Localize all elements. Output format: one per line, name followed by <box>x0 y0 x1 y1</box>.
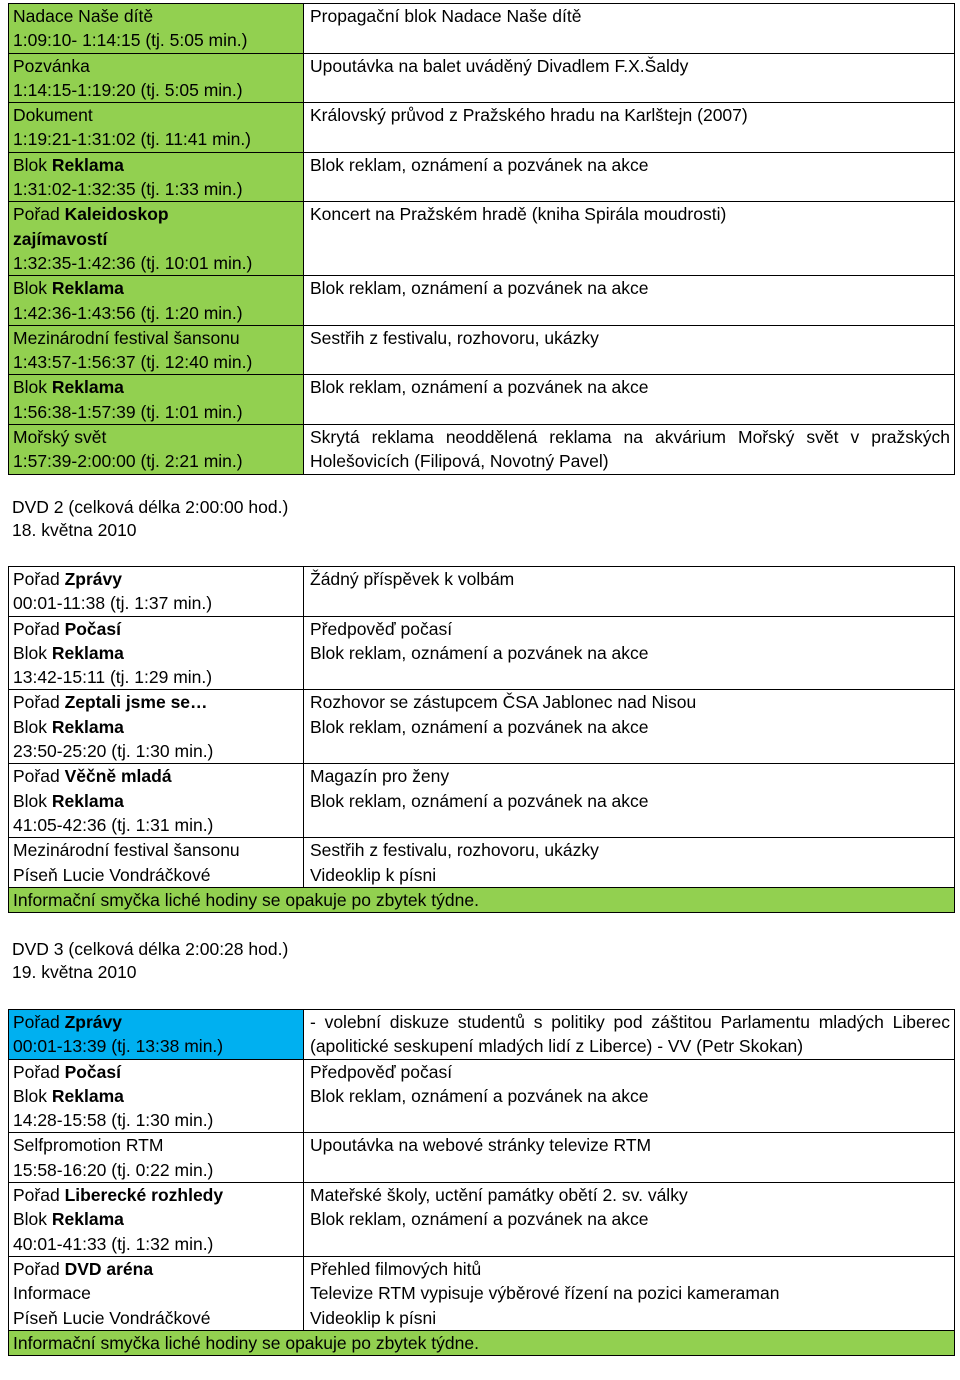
description-cell <box>304 1183 955 1257</box>
description-cell <box>304 53 955 103</box>
description-cell <box>304 1059 955 1133</box>
program-name: Pořad Liberecké rozhledy <box>13 1185 224 1206</box>
program-time: 14:28-15:58 (tj. 1:30 min.) <box>13 1110 214 1131</box>
program-cell <box>9 616 304 690</box>
program-description: Blok reklam, oznámení a pozvánek na akce <box>310 716 649 737</box>
program-cell <box>9 1133 304 1183</box>
table-row <box>9 1133 955 1183</box>
program-time: 1:14:15-1:19:20 (tj. 5:05 min.) <box>13 79 243 100</box>
program-time: 40:01-41:33 (tj. 1:32 min.) <box>13 1233 214 1254</box>
program-description: Mateřské školy, uctění památky obětí 2. sv. války <box>310 1185 688 1206</box>
program-description: Předpověď počasí <box>310 618 453 639</box>
program-name: Blok Reklama <box>13 154 124 175</box>
program-name: Blok Reklama <box>13 790 124 811</box>
description-cell <box>304 425 955 475</box>
program-time: 1:43:57-1:56:37 (tj. 12:40 min.) <box>13 352 253 373</box>
program-description: Žádný příspěvek k volbám <box>310 569 515 589</box>
program-description: Sestřih z festivalu, rozhovoru, ukázky <box>310 327 599 348</box>
table-row <box>9 325 955 375</box>
program-description: Blok reklam, oznámení a pozvánek na akce <box>310 154 649 175</box>
program-cell <box>9 690 304 764</box>
program-cell <box>9 276 304 326</box>
program-cell <box>9 1183 304 1257</box>
program-description: Rozhovor se zástupcem ČSA Jablonec nad Nisou <box>310 692 697 713</box>
description-cell <box>304 690 955 764</box>
program-cell <box>9 1059 304 1133</box>
description-cell <box>304 103 955 153</box>
program-time: 41:05-42:36 (tj. 1:31 min.) <box>13 814 214 835</box>
program-cell <box>9 1256 304 1330</box>
program-description: Blok reklam, oznámení a pozvánek na akce <box>310 1209 649 1230</box>
description-cell <box>304 567 955 617</box>
program-cell <box>9 103 304 153</box>
program-name: Mezinárodní festival šansonu <box>13 840 240 861</box>
program-description: Blok reklam, oznámení a pozvánek na akce <box>310 377 649 398</box>
dvd3-date: 19. května 2010 <box>12 962 137 982</box>
program-name: Blok Reklama <box>13 377 124 398</box>
program-name: Selfpromotion RTM <box>13 1135 164 1156</box>
program-description: Propagační blok Nadace Naše dítě <box>310 6 582 26</box>
program-cell <box>9 53 304 103</box>
program-cell <box>9 4 304 54</box>
dvd3-program-table <box>8 1009 955 1356</box>
loop-note: Informační smyčka liché hodiny se opakuje po zbytek týdne. <box>9 1330 955 1355</box>
program-cell <box>9 838 304 888</box>
table-row <box>9 276 955 326</box>
program-name: Píseň Lucie Vondráčkové <box>13 1307 211 1328</box>
program-name: Dokument <box>13 105 93 126</box>
program-description: Blok reklam, oznámení a pozvánek na akce <box>310 1085 649 1106</box>
description-cell <box>304 838 955 888</box>
description-cell <box>304 276 955 326</box>
program-cell <box>9 152 304 202</box>
program-time: 1:19:21-1:31:02 (tj. 11:41 min.) <box>13 129 252 150</box>
program-name: Informace <box>13 1283 91 1304</box>
program-name: Blok Reklama <box>13 278 124 299</box>
table-row <box>9 1256 955 1330</box>
program-description: Královský průvod z Pražského hradu na Karlštejn (2007) <box>310 105 748 126</box>
description-cell <box>304 325 955 375</box>
table-row <box>9 838 955 888</box>
program-time: 1:56:38-1:57:39 (tj. 1:01 min.) <box>13 401 243 422</box>
table-row <box>9 1010 955 1060</box>
dvd1-program-table <box>8 3 955 475</box>
program-cell <box>9 764 304 838</box>
loop-note: Informační smyčka liché hodiny se opakuje po zbytek týdne. <box>9 887 955 912</box>
program-time: 1:09:10- 1:14:15 (tj. 5:05 min.) <box>13 30 248 51</box>
description-cell <box>304 152 955 202</box>
program-name: Pořad Počasí <box>13 618 121 639</box>
program-name: Pořad Zeptali jsme se… <box>13 692 208 713</box>
table-row <box>9 103 955 153</box>
program-cell <box>9 375 304 425</box>
program-name: Pořad Kaleidoskop <box>13 204 169 225</box>
program-description: Blok reklam, oznámení a pozvánek na akce <box>310 642 649 663</box>
program-time: 00:01-11:38 (tj. 1:37 min.) <box>13 593 213 614</box>
dvd3-title: DVD 3 (celková délka 2:00:28 hod.) <box>12 939 289 959</box>
program-name: Blok Reklama <box>13 642 124 663</box>
table-row <box>9 425 955 475</box>
program-time: 13:42-15:11 (tj. 1:29 min.) <box>13 667 213 688</box>
program-name: Pořad Věčně mladá <box>13 766 172 787</box>
table-row <box>9 4 955 54</box>
description-cell <box>304 4 955 54</box>
program-cell <box>9 567 304 617</box>
program-description: Blok reklam, oznámení a pozvánek na akce <box>310 790 649 811</box>
program-name: Pořad Zprávy <box>13 1012 122 1032</box>
table-row <box>9 1183 955 1257</box>
description-cell <box>304 1133 955 1183</box>
table-row <box>9 887 955 912</box>
description-cell <box>304 764 955 838</box>
table-row <box>9 152 955 202</box>
program-description: - volební diskuze studentů s politiky pod záštitou Parlamentu mladých Liberec (apolitické seskupení mladých lidí z Liberce) - VV (Petr Skokan) <box>310 1012 950 1057</box>
program-cell <box>9 425 304 475</box>
table-row <box>9 690 955 764</box>
program-description: Upoutávka na webové stránky televize RTM <box>310 1135 652 1156</box>
dvd2-heading <box>12 496 288 542</box>
table-row <box>9 616 955 690</box>
program-time: 15:58-16:20 (tj. 0:22 min.) <box>13 1159 214 1180</box>
program-time: 1:31:02-1:32:35 (tj. 1:33 min.) <box>13 179 243 200</box>
program-description: Skrytá reklama neoddělená reklama na akvárium Mořský svět v pražských Holešovicích (Filipová, Novotný Pavel) <box>310 427 950 472</box>
program-description: Videoklip k písni <box>310 1307 437 1328</box>
program-name: Pořad Počasí <box>13 1061 121 1082</box>
table-row <box>9 764 955 838</box>
dvd2-date: 18. května 2010 <box>12 520 137 540</box>
table-row <box>9 375 955 425</box>
program-description: Koncert na Pražském hradě (kniha Spirála moudrosti) <box>310 204 727 225</box>
description-cell <box>304 202 955 276</box>
program-time: 23:50-25:20 (tj. 1:30 min.) <box>13 741 214 762</box>
description-cell <box>304 375 955 425</box>
table-row <box>9 202 955 276</box>
description-cell <box>304 616 955 690</box>
program-description: Magazín pro ženy <box>310 766 450 787</box>
program-description: Předpověď počasí <box>310 1061 453 1082</box>
program-name: Píseň Lucie Vondráčkové <box>13 864 211 885</box>
program-name: Pozvánka <box>13 55 90 76</box>
table-row <box>9 1059 955 1133</box>
program-name: Blok Reklama <box>13 1085 124 1106</box>
program-name: Mořský svět <box>13 427 107 448</box>
program-name: Blok Reklama <box>13 1209 124 1230</box>
program-name: Pořad DVD aréna <box>13 1258 154 1279</box>
dvd3-heading <box>12 938 288 984</box>
program-time: 1:32:35-1:42:36 (tj. 10:01 min.) <box>13 252 253 273</box>
program-description: Přehled filmových hitů <box>310 1258 482 1279</box>
program-name: Pořad Zprávy <box>13 569 122 589</box>
program-description: Videoklip k písni <box>310 864 437 885</box>
program-cell: Pořad Kaleidoskop zajímavostí 1:32:35-1:42:36 (tj. 10:01 min.) <box>9 202 304 276</box>
dvd2-program-table <box>8 566 955 913</box>
program-description: Sestřih z festivalu, rozhovoru, ukázky <box>310 840 599 861</box>
dvd2-title: DVD 2 (celková délka 2:00:00 hod.) <box>12 497 289 517</box>
table-row <box>9 567 955 617</box>
program-cell <box>9 1010 304 1060</box>
program-description: Blok reklam, oznámení a pozvánek na akce <box>310 278 649 299</box>
program-cell <box>9 325 304 375</box>
program-time: 1:42:36-1:43:56 (tj. 1:20 min.) <box>13 302 243 323</box>
program-time: 1:57:39-2:00:00 (tj. 2:21 min.) <box>13 451 243 472</box>
program-time: 00:01-13:39 (tj. 13:38 min.) <box>13 1036 224 1057</box>
program-name: Nadace Naše dítě <box>13 6 154 26</box>
program-description: Upoutávka na balet uváděný Divadlem F.X.Šaldy <box>310 55 689 76</box>
program-description: Televize RTM vypisuje výběrové řízení na pozici kameraman <box>310 1283 780 1304</box>
program-name: Mezinárodní festival šansonu <box>13 327 240 348</box>
table-row <box>9 53 955 103</box>
program-name: Blok Reklama <box>13 716 124 737</box>
table-row <box>9 1330 955 1355</box>
description-cell <box>304 1256 955 1330</box>
description-cell <box>304 1010 955 1060</box>
